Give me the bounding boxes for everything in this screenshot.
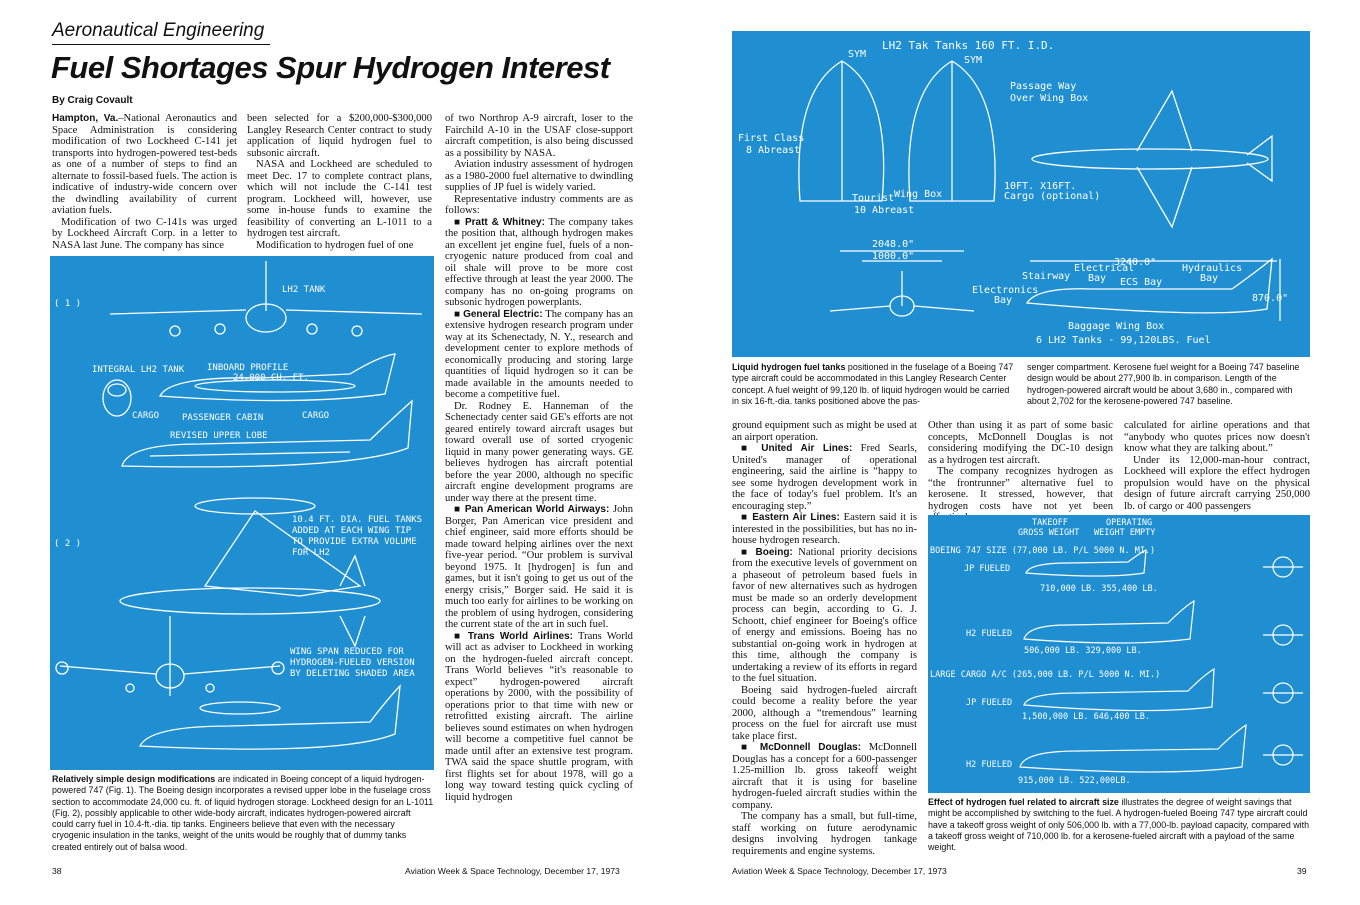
paragraph-text: –National Aeronautics and Space Administration is considering modification of two Lockheed C-141 jet transports into hydrogen-powered test-beds as one of a number of steps to find an alternate to fossil-based fuels. The action is indicative of industry-wide concern over the dwindling availability of current aviation fuels. [52, 113, 237, 216]
caption-text: illustrates the degree of weight savings that might be accomplished by switching to the fuel. A hydrogen-fueled Boeing 747 type aircraft could have a takeoff gross weight of only 506,000 lb. with a 77,000-lb. payload capacity, compared with a takeoff gross weight of 710,000 lb. for a kerosene-fueled aircraft with a payload of the same weight. [928, 797, 1310, 853]
paragraph [732, 512, 917, 547]
paragraph-text: Dr. Rodney E. Hanneman of the Schenectady center said GE's efforts are not geared entirely toward aircraft usages but toward overall use of sorted cryogenic liquid in many power generating ways. GE believes hydrogen has aircraft potential before the year 2000, although no specific aircraft engine development programs are under way there at the present time. [445, 400, 633, 504]
text-column-3 [445, 113, 633, 858]
boeing-size-label: BOEING 747 SIZE (77,000 LB. P/L 5000 N. MI.) [930, 546, 1156, 556]
fig2-label: ( 2 ) [54, 539, 82, 549]
hydraulics-label-1: Hydraulics [1182, 263, 1243, 274]
h2-fueled-label-2: H2 FUELED [966, 760, 1013, 770]
revised-lobe-label: REVISED UPPER LOBE [170, 431, 268, 441]
paragraph-text: Modification of two C-141s was urged by Lockheed Aircraft Corp. in a letter to NASA last June. The company has since [52, 216, 237, 251]
passage-label-1: Passage Way [1010, 81, 1077, 92]
page-number-right: 39 [1297, 866, 1307, 876]
lh2-tank-label: LH2 TANK [282, 285, 326, 295]
paragraph-text: Other than using it as part of some basic concepts, McDonnell Douglas is not considering modifying the DC-10 design as a hydrogen test aircraft. [928, 420, 1113, 466]
dim-a-label: 2048.0" [872, 239, 915, 250]
paragraph-lead: ■ McDonnell Douglas: [741, 742, 862, 753]
tip-tank-label-3: TO PROVIDE EXTRA VOLUME [292, 537, 417, 547]
paragraph-lead: ■ Boeing: [741, 546, 793, 558]
caption-left [52, 774, 434, 860]
passenger-label: PASSENGER CABIN [182, 413, 264, 423]
caption-lead: Relatively simple design modifications [52, 774, 216, 784]
cargo-size-label-1: 10FT. X16FT. [1004, 181, 1077, 192]
aircraft-h2-1 [1024, 601, 1194, 643]
paragraph [732, 547, 917, 685]
tip-tank-label-1: 10.4 FT. DIA. FUEL TANKS [292, 515, 423, 525]
paragraph-text: Modification to hydrogen fuel of one [256, 239, 414, 251]
wing-box-label-2: Wing Box [1116, 321, 1165, 332]
wings-top-view [1137, 91, 1192, 227]
cargo-left-label: CARGO [132, 411, 160, 421]
jp-fueled-label-2: JP FUELED [966, 698, 1013, 708]
paragraph-text: The company has a small, but full-time, staff working on future aerodynamic designs involving hydrogen tankage requirements and engine systems. [732, 811, 917, 857]
paragraph [52, 217, 237, 252]
paragraph-text: Trans World will act as adviser to Lockheed in working on the hydrogen-fueled aircraft concept. Trans World believes “it's reasonable to expect” hydrogen-powered aircraft operations by 2000, with the possibility of operations prior to that time with new or retrofitted existing aircraft. The airline believes sound estimates on when hydrogen will become a competitive fuel cannot be made until after an extensive test program. TWA said the space shuttle program, with first flights set for about 1978, will go a long way toward testing quick cycling of liquid hydrogen [445, 630, 633, 803]
electrical-label-1: Electrical [1074, 263, 1135, 274]
wing-box-label: Wing Box [894, 189, 943, 200]
paragraph-text: NASA and Lockheed are scheduled to meet Dec. 17 to complete contract plans, which will not include the C-141 test program. Lockheed will, however, use some in-house funds to examine the feasibility of converting an L-1011 to a hydrogen test aircraft. [247, 159, 432, 239]
fuselage-top-view [1032, 149, 1268, 169]
paragraph-lead: ■ General Electric: [454, 308, 543, 320]
paragraph [445, 217, 633, 309]
sym-left-label: SYM [848, 49, 867, 60]
paragraph-lead: ■ Pan American World Airways: [454, 504, 610, 515]
paragraph-text: The company takes the position that, although hydrogen makes an excellent jet engine fuel, fuels of a non-cryogenic nature produced from coal and oil shale will prove to be more cost effective through at least the year 2000. The company has no on-going programs on subsonic hydrogen powerplants. [445, 216, 633, 308]
aircraft-h2-2 [1020, 725, 1246, 772]
paragraph [1124, 420, 1310, 455]
first-class-label-1: First Class [738, 133, 805, 144]
cargo-size-label-2: Cargo (optional) [1004, 191, 1101, 202]
paragraph-text: of two Northrop A-9 aircraft, loser to the Fairchild A-10 in the USAF close-support aircraft competition, is also being discussed as a possibility by NASA. [445, 113, 633, 159]
header-takeoff-2: GROSS WEIGHT [1018, 528, 1080, 538]
paragraph-text: The company recognizes hydrogen as “the frontrunner” alternative fuel to kerosene. It stressed, however, that hydrogen costs have not yet been [928, 466, 1113, 512]
paragraph-text: ground equipment such as might be used at an airport operation. [732, 420, 917, 443]
tail-top-view [340, 556, 365, 646]
paragraph [52, 113, 237, 217]
paragraph [445, 504, 633, 631]
paragraph [445, 194, 633, 217]
caption-text: are indicated in Boeing concept of a liquid hydrogen-powered 747 (Fig. 1). The Boeing design incorporates a revised upper lobe in the fuselage cross section to accommodate 24,000 cu. ft. of liquid hydrogen storage. Lockheed design for an L-1011 (Fig. 2), possibly applicable to other wide-body aircraft, indicates hydrogen-powered aircraft could carry fuel in 10.4-ft.-dia. tip tanks. Engineers believe that even with the necessary cryogenic insulation in the tanks, weight of the units would be roughly that of dummy tanks created entirely out of balsa wood. [52, 774, 434, 852]
tip-tank-front [272, 662, 284, 674]
span-label-2: HYDROGEN-FUELED VERSION [290, 658, 415, 668]
paragraph [445, 631, 633, 804]
section-label: Aeronautical Engineering [52, 20, 270, 45]
span-label-3: BY DELETING SHADED AREA [290, 669, 415, 679]
passage-label-2: Over Wing Box [1010, 93, 1089, 104]
electrical-label-2: Bay [1088, 273, 1107, 284]
cross-section-circle [103, 380, 131, 416]
byline: By Craig Covault [52, 95, 133, 106]
tip-tank-label-4: FOR LH2 [292, 548, 330, 558]
large-cargo-label: LARGE CARGO A/C (265,000 LB. P/L 5000 N. MI.) [930, 670, 1161, 680]
jp-weights-2: 1,500,000 LB. 646,400 LB. [1022, 712, 1150, 722]
paragraph [732, 811, 917, 857]
paragraph [732, 443, 917, 512]
cross-section-tank [108, 384, 126, 396]
fuselage-top-view [120, 588, 380, 614]
side-view-l1011 [140, 686, 400, 749]
paragraph [247, 159, 432, 240]
paragraph-text: been selected for a $200,000-$300,000 Langley Research Center contract to study application of liquid hydrogen fuel to subsonic aircraft. [247, 113, 432, 159]
paragraph-text: calculated for airline operations and that “anybody who quotes prices now doesn't know what they are talking about.” [1124, 420, 1310, 454]
paragraph [445, 401, 633, 505]
caption-text: senger compartment. Kerosene fuel weight for a Boeing 747 baseline design would be about 277,900 lb. in comparison. Length of the hydrogen-powered aircraft would be about 3,680 in., compared with about 2,702 for the kerosene-powered 747 baseline. [1027, 362, 1300, 406]
tanks-title: LH2 Tak Tanks 160 FT. I.D. [882, 39, 1055, 52]
dim-d-label: 870.0" [1252, 293, 1289, 304]
paragraph-lead: ■ Pratt & Whitney: [454, 216, 545, 228]
h2-weights-2: 915,000 LB. 522,000LB. [1018, 776, 1131, 786]
paragraph [445, 159, 633, 194]
publication-left: Aviation Week & Space Technology, December 17, 1973 [405, 866, 620, 876]
paragraph [732, 742, 917, 811]
paragraph [1124, 455, 1310, 513]
dim-b-label: 1000.0" [872, 251, 915, 262]
text-column-6 [1124, 420, 1310, 512]
paragraph-text: Under its 12,000-man-hour contract, Lockheed will explore the effect hydrogen propulsion would have on the physical design of future aircraft carrying 250,000 lb. of cargo or 400 passengers [1124, 454, 1310, 512]
inboard-label: INBOARD PROFILE [207, 363, 289, 373]
text-column-4 [732, 420, 917, 860]
fig1-label: ( 1 ) [54, 299, 82, 309]
paragraph [445, 113, 633, 159]
dim-c-label: 3240.0" [1114, 257, 1157, 268]
header-operating-2: WEIGHT EMPTY [1094, 528, 1156, 538]
paragraph-lead: ■ United Air Lines: [741, 443, 853, 454]
caption-lead: Liquid hydrogen fuel tanks [732, 362, 846, 372]
tip-tank-front [56, 662, 68, 674]
figure-boeing-lockheed [50, 256, 434, 770]
header-takeoff-1: TAKEOFF [1032, 518, 1068, 528]
engine-icon [170, 326, 180, 336]
ecs-label: ECS Bay [1120, 277, 1163, 288]
paragraph-text: Boeing said hydrogen-fueled aircraft could become a reality before the year 2000, although a “tremendous” learning process on the fuel for aircraft use must take place first. [732, 684, 917, 742]
caption-top-right-left [732, 362, 1017, 410]
text-column-2 [247, 113, 432, 253]
tip-tank-label-2: ADDED AT EACH WING TIP [292, 526, 412, 536]
caption-text: positioned in the fuselage of a Boeing 747 type aircraft could be accommodated in this Langley Research Center concept. A fuel weight of 99,120 lb. of liquid hydrogen would be carried in six 16-ft.-dia. tanks positioned above the pas- [732, 362, 1014, 406]
window-line [150, 452, 350, 456]
first-class-label-2: 8 Abreast [746, 145, 801, 156]
paragraph [732, 685, 917, 743]
electronics-label-1: Electronics [972, 285, 1039, 296]
integral-tank-label: INTEGRAL LH2 TANK [92, 365, 185, 375]
paragraph [732, 420, 917, 443]
paragraph-text: The company has an extensive hydrogen research program under way at its Schenectady, N. Y., research and development center to explore methods of economically producing and storing large quantities of liquid hydrogen so it can be made available in the amounts needed to become a competitive fuel. [445, 308, 633, 400]
header-operating-1: OPERATING [1106, 518, 1153, 528]
cross-section-left [799, 61, 884, 201]
h2-weights-1: 506,000 LB. 329,000 LB. [1024, 646, 1142, 656]
stairway-label: Stairway [1022, 271, 1071, 282]
hydraulics-label-2: Bay [1200, 273, 1219, 284]
engine-icon [352, 326, 362, 336]
jp-fueled-label-1: JP FUELED [964, 564, 1011, 574]
volume-label: 24,000 CU. FT. [233, 373, 309, 383]
figure-weight-comparison [928, 515, 1310, 793]
paragraph-text: Representative industry comments are as follows: [445, 193, 633, 216]
figure-langley-concept [732, 31, 1310, 357]
publication-right: Aviation Week & Space Technology, December 17, 1973 [732, 866, 947, 876]
paragraph-lead: ■ Eastern Air Lines: [741, 512, 840, 523]
sym-right-label: SYM [964, 55, 983, 66]
caption-top-right-right [1027, 362, 1310, 410]
baggage-label: Baggage [1068, 321, 1111, 332]
span-label-1: WING SPAN REDUCED FOR [290, 647, 404, 657]
tourist-label-2: 10 Abreast [854, 205, 915, 216]
paragraph-lead: Hampton, Va. [52, 113, 119, 124]
paragraph [247, 113, 432, 159]
paragraph-text: McDonnell Douglas has a concept for a 600-passenger 1.25-million lb. gross takeoff weight aircraft that it is using for baseline hydrogen-fueled aircraft studies within the company. [732, 742, 918, 811]
jp-weights-1: 710,000 LB. 355,400 LB. [1040, 584, 1158, 594]
caption-bottom-right [928, 797, 1310, 859]
page-number-left: 38 [52, 866, 62, 876]
paragraph-text: John Borger, Pan American vice president and chief engineer, said more efforts should be made toward helping airlines over the next five-year period. “Our problem is survival beyond 1975. It [hydrogen] is fun and games, but it isn't going to get us out of the energy crisis,” Borger said. He said it is much too early for airlines to be working on the problem of using hydrogen, considering the current state of the art in such fuel. [445, 504, 634, 630]
engine-icon [307, 324, 317, 334]
paragraph [247, 240, 432, 252]
engine-icon [215, 324, 225, 334]
paragraph-text: Eastern said it is interested in the possibilities, but has no in-house hydrogen research. [732, 512, 917, 546]
paragraph-text: Fred Searls, United's manager of operational engineering, said the airline is “happy to see some hydrogen development work in the face of today's fuel problem. It's an encouraging step.” [732, 443, 917, 512]
paragraph-text: National priority decisions from the executive levels of government on a phaseout of petroleum based fuels in favor of new alternatives such as hydrogen must be made so an orderly development process can begin, according to G. J. Schoott, chief engineer for Boeing's office of energy and emissions. Boeing has no substantial on-going work in hydrogen at this time, although the company is undertaking a review of its efforts in regard to the fuel situation. [732, 546, 917, 684]
text-column-1 [52, 113, 237, 253]
caption-lead: Effect of hydrogen fuel related to aircraft size [928, 797, 1119, 807]
engine-icon [126, 684, 134, 692]
engine-icon [206, 684, 214, 692]
headline: Fuel Shortages Spur Hydrogen Interest [51, 50, 610, 85]
tip-tank-side [200, 702, 280, 714]
paragraph [445, 309, 633, 401]
wing-front-view [830, 306, 974, 311]
paragraph [928, 420, 1113, 466]
paragraph-lead: ■ Trans World Airlines: [454, 630, 574, 642]
text-column-5 [928, 420, 1113, 512]
tourist-label-1: Tourist [852, 193, 895, 204]
tanks-fuel-label: 6 LH2 Tanks - 99,120LBS. Fuel [1036, 335, 1211, 346]
cargo-right-label: CARGO [302, 411, 330, 421]
paragraph-text: Aviation industry assessment of hydrogen as a 1980-2000 fuel alternative to dwindling supplies of JP fuel is widely varied. [445, 159, 633, 193]
h2-fueled-label-1: H2 FUELED [966, 629, 1013, 639]
electronics-label-2: Bay [994, 295, 1013, 306]
